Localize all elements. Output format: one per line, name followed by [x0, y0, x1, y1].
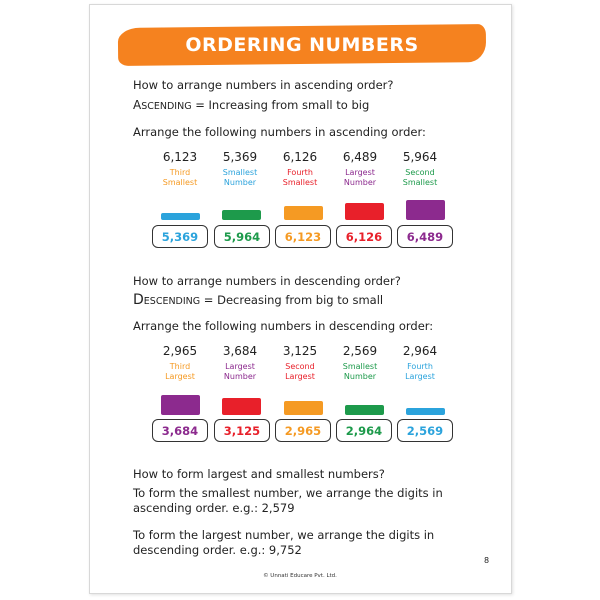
number-value: 6,126: [282, 150, 318, 164]
number-rank-label: Smallest Number: [342, 362, 378, 381]
number-rank-label: Smallest Number: [222, 168, 258, 187]
descending-definition: [133, 292, 383, 308]
number-rank-label: Second Largest: [285, 362, 315, 381]
number-rank-label: Largest Number: [343, 168, 377, 187]
largest-rule-line2: descending order. e.g.: 9,752: [133, 543, 302, 557]
ascending-term-initial: A: [133, 98, 142, 112]
bar-orange: [284, 206, 323, 220]
descending-term-initial: D: [133, 292, 144, 308]
number-value: 3,684: [222, 344, 258, 358]
ascending-answer-box: 5,964: [214, 225, 270, 248]
number-rank-label: Third Smallest: [162, 168, 198, 187]
ascending-question: How to arrange numbers in ascending order?: [133, 78, 394, 92]
number-value: 5,369: [222, 150, 258, 164]
bar-green: [345, 405, 384, 415]
number-rank-label: Fourth Largest: [405, 362, 435, 381]
ascending-term-rest: SCENDING: [141, 101, 192, 112]
largest-rule-line1: To form the largest number, we arrange the digits in: [133, 528, 435, 542]
descending-number-item: [390, 344, 450, 381]
descending-answer-box: 2,965: [275, 419, 331, 442]
descending-question: How to arrange numbers in descending order?: [133, 274, 401, 288]
descending-instruction: Arrange the following numbers in descending order:: [133, 319, 434, 333]
ascending-answer-box: 5,369: [152, 225, 208, 248]
ascending-answer-box: 6,489: [397, 225, 453, 248]
number-rank-label: Largest Number: [223, 362, 257, 381]
descending-answer-box: 2,569: [397, 419, 453, 442]
descending-number-item: [210, 344, 270, 381]
ascending-instruction: Arrange the following numbers in ascending order:: [133, 125, 426, 139]
bar-red: [222, 398, 261, 415]
number-value: 2,965: [162, 344, 198, 358]
bar-red: [345, 203, 384, 220]
number-value: 6,489: [342, 150, 378, 164]
number-rank-label: Second Smallest: [402, 168, 438, 187]
bar-cyan: [161, 213, 200, 220]
ascending-answer-box: 6,126: [336, 225, 392, 248]
ascending-number-item: [210, 150, 270, 187]
descending-answer-box: 2,964: [336, 419, 392, 442]
page-number: 8: [484, 556, 490, 565]
ascending-number-item: [150, 150, 210, 187]
ascending-number-item: [270, 150, 330, 187]
number-value: 2,569: [342, 344, 378, 358]
descending-answer-box: 3,684: [152, 419, 208, 442]
smallest-rule-line1: To form the smallest number, we arrange the digits in: [133, 486, 443, 500]
number-value: 6,123: [162, 150, 198, 164]
number-value: 5,964: [402, 150, 438, 164]
smallest-rule-line2: ascending order. e.g.: 2,579: [133, 501, 295, 515]
descending-number-item: [330, 344, 390, 381]
descending-number-item: [150, 344, 210, 381]
descending-number-item: [270, 344, 330, 381]
number-value: 3,125: [282, 344, 318, 358]
bar-orange: [284, 401, 323, 415]
number-value: 2,964: [402, 344, 438, 358]
number-rank-label: Third Largest: [165, 362, 195, 381]
descending-definition-text: = Decreasing from big to small: [200, 293, 384, 307]
copyright-footer: © Unnati Educare Pvt. Ltd.: [263, 573, 337, 579]
ascending-number-item: [390, 150, 450, 187]
ascending-definition-text: = Increasing from small to big: [191, 98, 370, 112]
page-title: ORDERING NUMBERS: [185, 34, 419, 56]
forming-question: How to form largest and smallest numbers?: [133, 467, 385, 481]
ascending-number-item: [330, 150, 390, 187]
bar-purple: [406, 200, 445, 220]
number-rank-label: Fourth Smallest: [282, 168, 318, 187]
descending-term-rest: ESCENDING: [143, 296, 201, 307]
ascending-answer-box: 6,123: [275, 225, 331, 248]
bar-purple: [161, 395, 200, 415]
descending-answer-box: 3,125: [214, 419, 270, 442]
bar-green: [222, 210, 261, 220]
ascending-definition: [133, 98, 369, 112]
bar-cyan: [406, 408, 445, 415]
